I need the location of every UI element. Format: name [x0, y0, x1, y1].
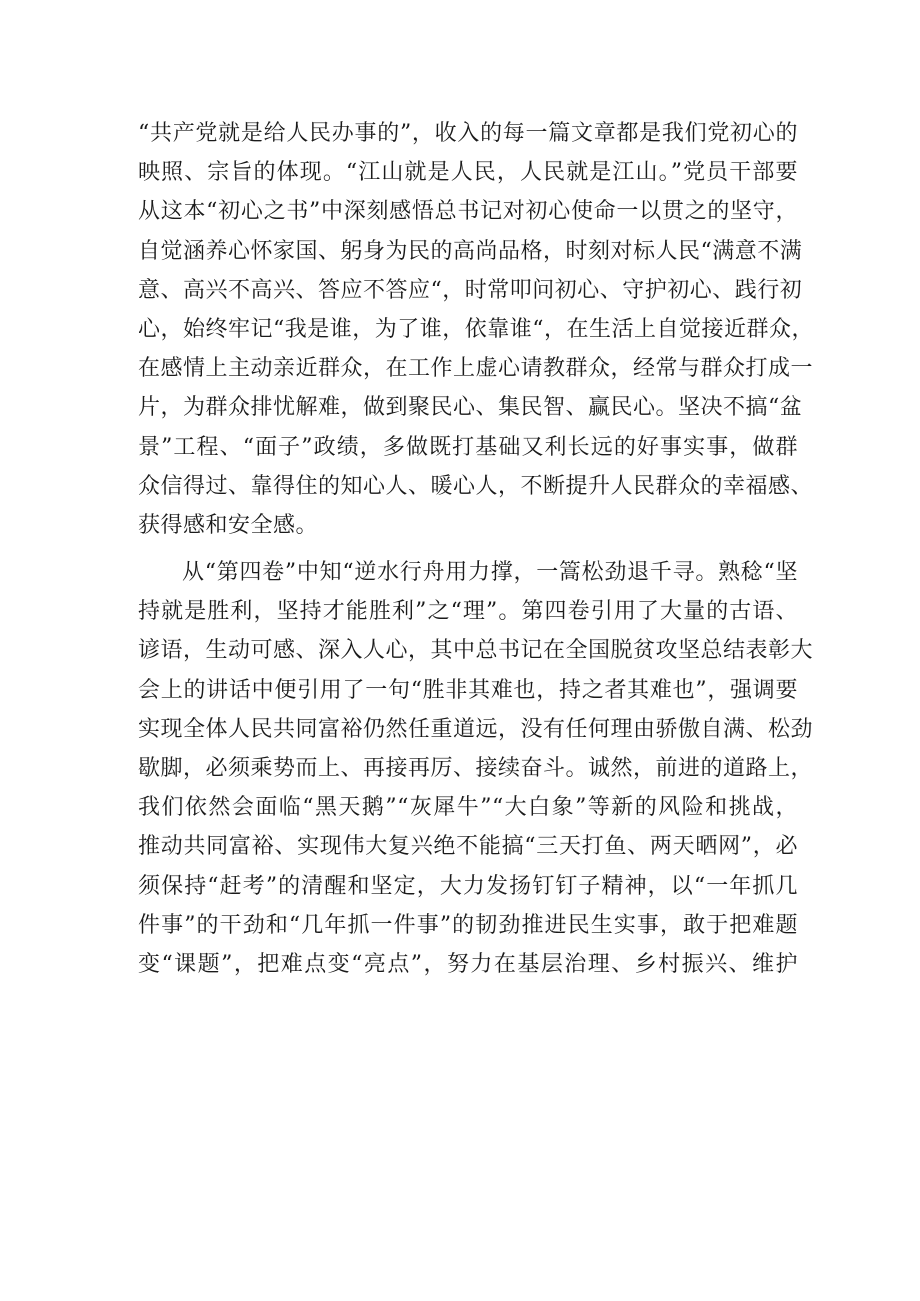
text-line: “共产党就是给人民办事的”，收入的每一篇文章都是我们党初心的	[138, 121, 798, 146]
text-line: 持就是胜利，坚持才能胜利”之“理”。第四卷引用了大量的古语、	[138, 599, 798, 625]
text-line: 件事”的干劲和“几年抓一件事”的韧劲推进民生实事，敢于把难题	[138, 912, 798, 938]
text-line: 在感情上主动亲近群众，在工作上虚心请教群众，经常与群众打成一	[138, 356, 814, 382]
text-line: 我们依然会面临“黑天鹅”“灰犀牛”“大白象”等新的风险和挑战，	[138, 795, 798, 821]
text-line: 自觉涵养心怀家国、躬身为民的高尚品格，时刻对标人民“满意不满	[138, 238, 803, 264]
text-line: 谚语，生动可感、深入人心，其中总书记在全国脱贫攻坚总结表彰大	[138, 638, 814, 664]
text-line: 从“第四卷”中知“逆水行舟用力撑，一篙松劲退千寻。熟稔“坚	[182, 560, 798, 586]
text-line: 实现全体人民共同富裕仍然任重道远，没有任何理由骄傲自满、松劲	[138, 716, 814, 742]
text-line: 变“课题”，把难点变“亮点”，努力在基层治理、乡村振兴、维护	[138, 951, 798, 977]
text-line: 映照、宗旨的体现。“江山就是人民，人民就是江山。”党员干部要	[138, 160, 798, 186]
text-line: 片，为群众排忧解难，做到聚民心、集民智、赢民心。坚决不搞“盆	[138, 395, 803, 421]
paragraph-gap	[138, 545, 798, 553]
text-line: 从这本“初心之书”中深刻感悟总书记对初心使命一以贯之的坚守，	[138, 199, 798, 225]
text-line: 心，始终牢记“我是谁，为了谁，依靠谁“，在生活上自觉接近群众，	[138, 316, 814, 342]
text-line: 获得感和安全感。	[138, 512, 319, 538]
document-body	[138, 114, 814, 984]
text-line: 会上的讲话中便引用了一句“胜非其难也，持之者其难也”，强调要	[138, 677, 798, 703]
text-line: 众信得过、靠得住的知心人、暖心人，不断提升人民群众的幸福感、	[138, 473, 814, 499]
text-line: 歇脚，必须乘势而上、再接再厉、接续奋斗。诚然，前进的道路上，	[138, 756, 814, 781]
text-line: 景”工程、“面子”政绩，多做既打基础又利长远的好事实事，做群	[138, 434, 798, 460]
text-line: 须保持“赶考”的清醒和坚定，大力发扬钉钉子精神，以“一年抓几	[138, 873, 798, 899]
text-line: 推动共同富裕、实现伟大复兴绝不能搞“三天打鱼、两天晒网”，必	[138, 834, 798, 860]
text-line: 意、高兴不高兴、答应不答应“，时常叩问初心、守护初心、践行初	[138, 277, 803, 303]
paragraph-2	[138, 553, 814, 984]
paragraph-1	[138, 114, 814, 545]
